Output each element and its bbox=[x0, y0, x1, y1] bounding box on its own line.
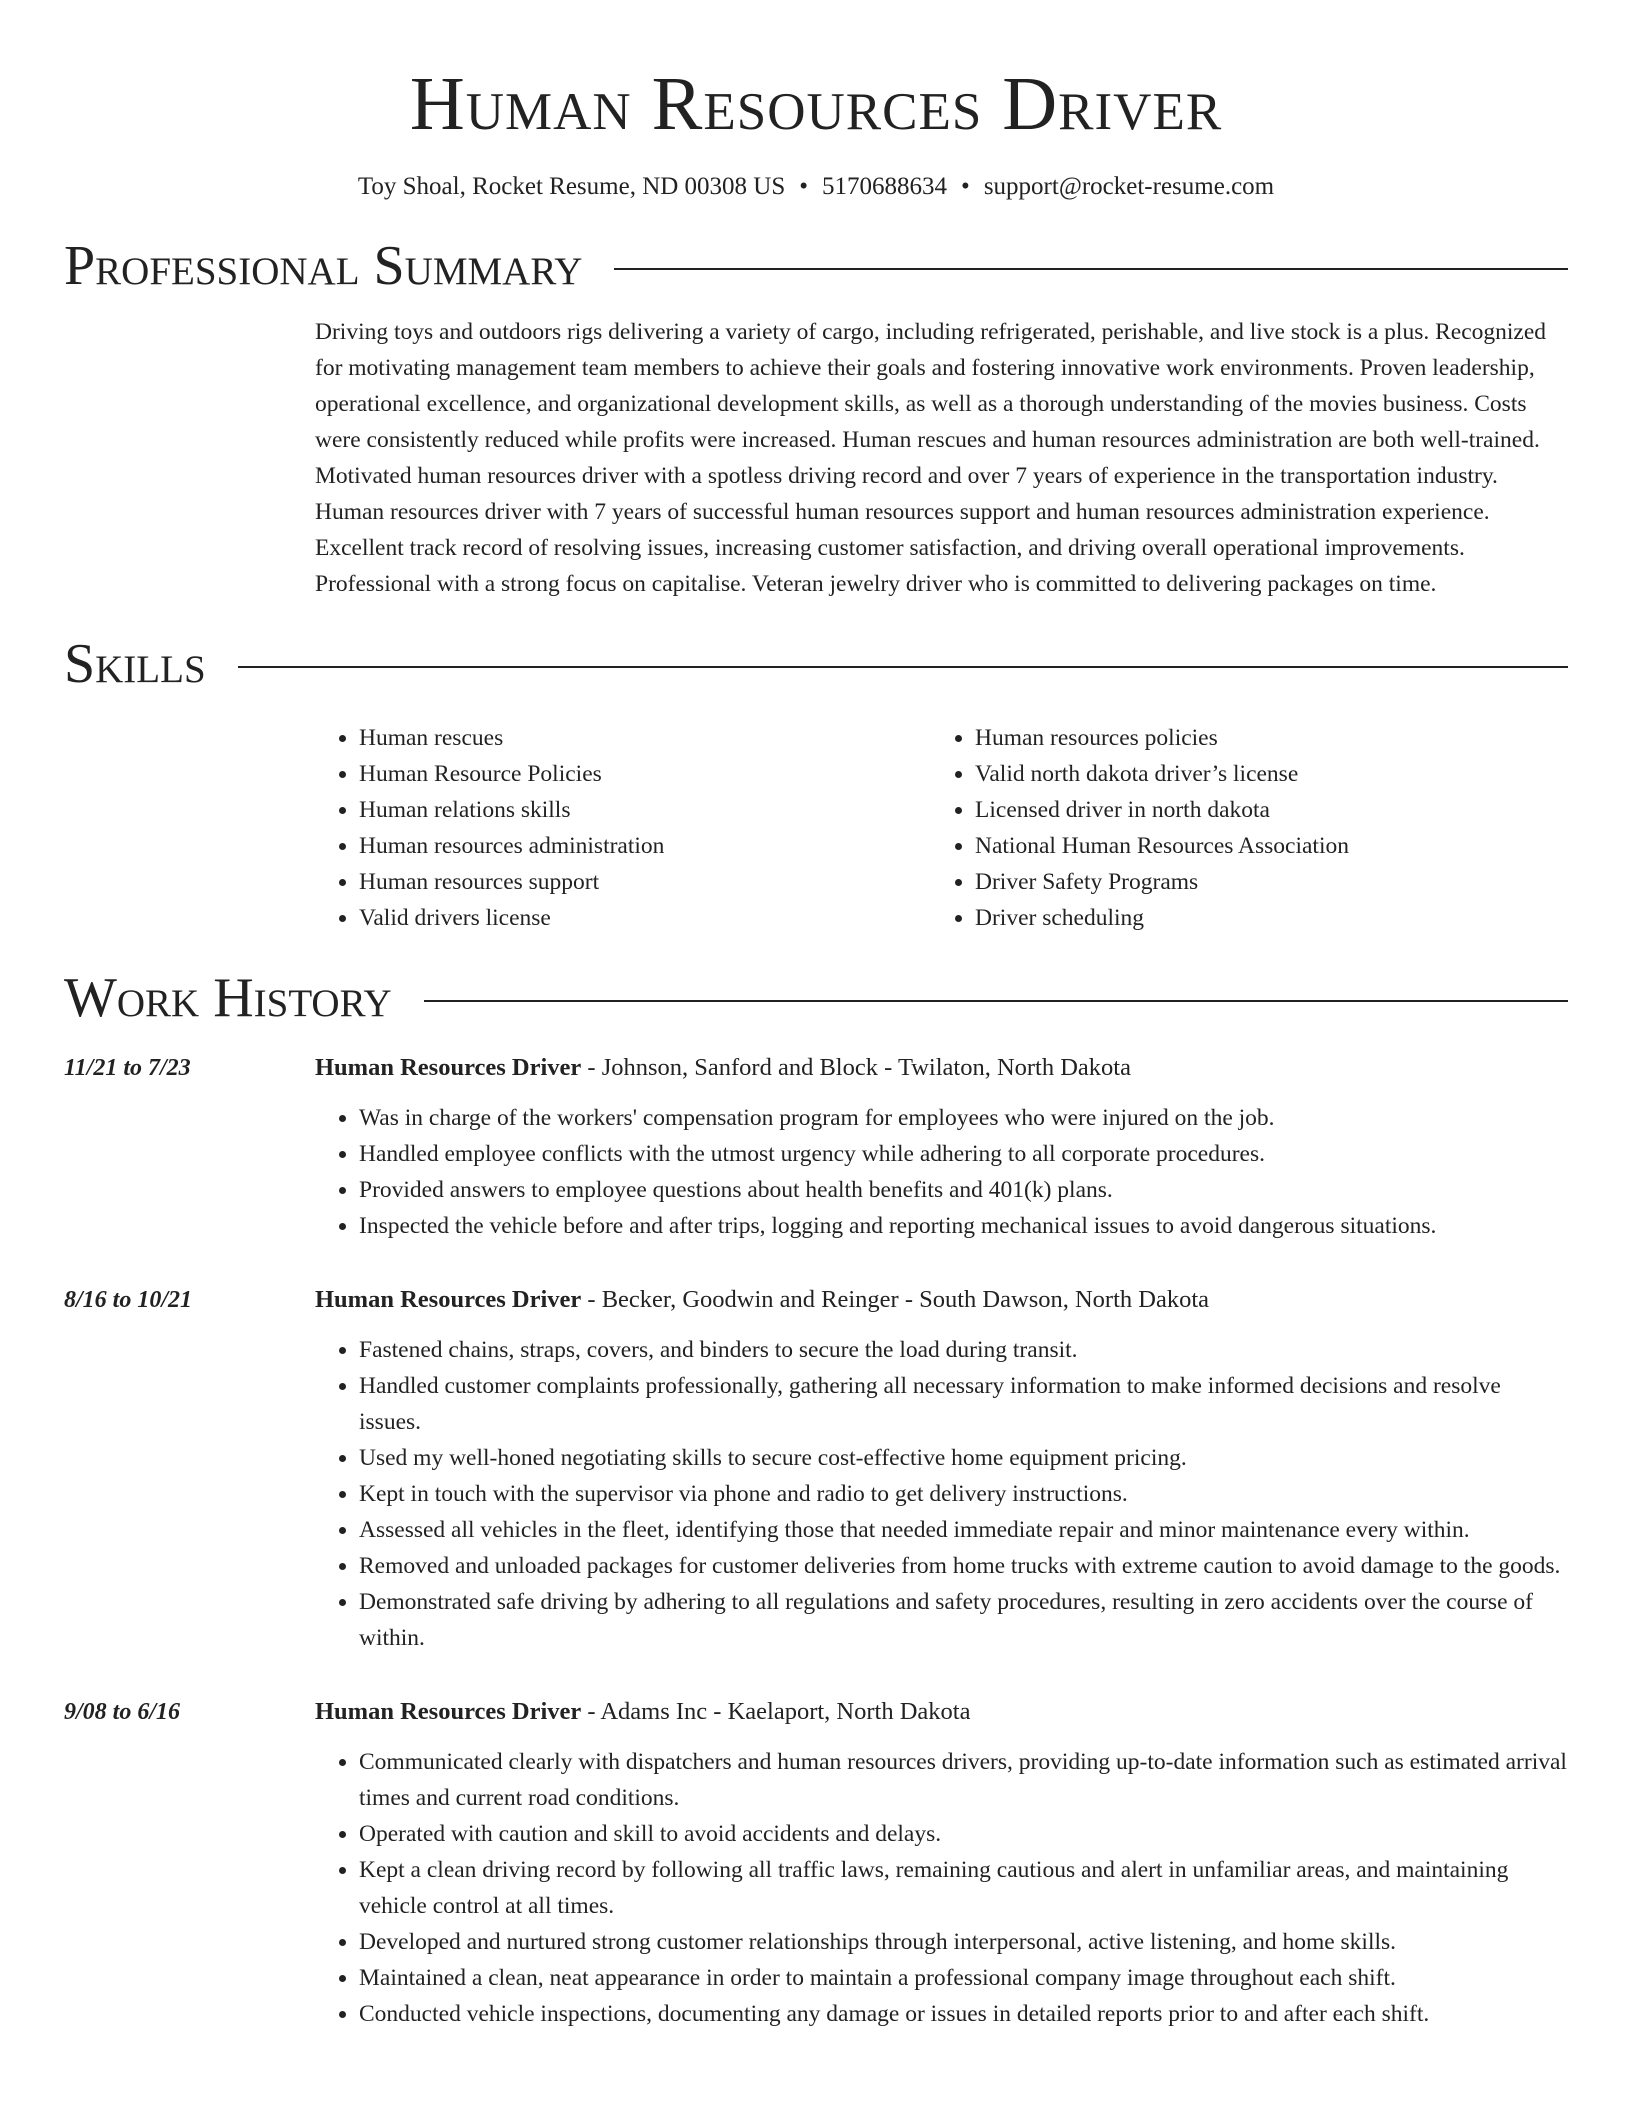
contact-separator: • bbox=[799, 173, 809, 200]
skill-item: • Human resources support bbox=[359, 864, 931, 900]
contact-address: Toy Shoal, Rocket Resume, ND 00308 US bbox=[357, 173, 786, 200]
job-company-location: - Adams Inc - Kaelaport, North Dakota bbox=[581, 1698, 971, 1725]
job-title: Human Resources Driver bbox=[315, 1286, 582, 1313]
skill-item: • Human rescues bbox=[359, 720, 931, 756]
job-entry bbox=[64, 1050, 1568, 1244]
contact-phone: 5170688634 bbox=[822, 173, 948, 200]
skill-item: • Driver Safety Programs bbox=[975, 864, 1547, 900]
job-bullet: • Operated with caution and skill to avoid accidents and delays. bbox=[359, 1816, 1568, 1852]
skill-item: • Driver scheduling bbox=[975, 900, 1547, 936]
job-bullets bbox=[315, 1744, 1568, 2032]
job-dates: 8/16 to 10/21 bbox=[64, 1287, 193, 1313]
skills-column-left bbox=[315, 720, 931, 936]
section-divider bbox=[238, 666, 1568, 668]
job-entry bbox=[64, 1694, 1568, 2032]
job-company-location: - Becker, Goodwin and Reinger - South Dawson, North Dakota bbox=[581, 1286, 1210, 1313]
job-bullet: • Communicated clearly with dispatchers and human resources drivers, providing up-to-date information such as estimated arrival times and current road conditions. bbox=[359, 1744, 1568, 1816]
work-section-header bbox=[64, 966, 1568, 1030]
skills-column-right bbox=[931, 720, 1547, 936]
job-title: Human Resources Driver bbox=[315, 1054, 582, 1081]
candidate-name: Human Resources Driver bbox=[409, 62, 1223, 146]
skill-item: • National Human Resources Association bbox=[975, 828, 1547, 864]
skill-item: • Human resources administration bbox=[359, 828, 931, 864]
section-divider bbox=[424, 1000, 1568, 1002]
contact-line bbox=[64, 170, 1568, 204]
skills-heading: Skills bbox=[64, 633, 206, 695]
job-bullet: • Developed and nurtured strong customer relationships through interpersonal, active listening, and home skills. bbox=[359, 1924, 1568, 1960]
job-title-line bbox=[315, 1282, 1568, 1318]
skill-item: • Human relations skills bbox=[359, 792, 931, 828]
job-bullet: • Provided answers to employee questions about health benefits and 401(k) plans. bbox=[359, 1172, 1568, 1208]
job-bullet: • Conducted vehicle inspections, documenting any damage or issues in detailed reports prior to and after each shift. bbox=[359, 1996, 1568, 2032]
section-divider bbox=[614, 268, 1568, 270]
job-bullet: • Handled customer complaints professionally, gathering all necessary information to make informed decisions and resolve issues. bbox=[359, 1368, 1568, 1440]
job-title-line bbox=[315, 1050, 1568, 1086]
job-bullet: • Kept a clean driving record by following all traffic laws, remaining cautious and alert in unfamiliar areas, and maintaining vehicle control at all times. bbox=[359, 1852, 1568, 1924]
job-bullet: • Removed and unloaded packages for customer deliveries from home trucks with extreme caution to avoid damage to the goods. bbox=[359, 1548, 1568, 1584]
skills-list bbox=[315, 720, 1568, 936]
job-bullet: • Assessed all vehicles in the fleet, identifying those that needed immediate repair and minor maintenance every within. bbox=[359, 1512, 1568, 1548]
job-bullet: • Kept in touch with the supervisor via phone and radio to get delivery instructions. bbox=[359, 1476, 1568, 1512]
job-bullets bbox=[315, 1100, 1568, 1244]
job-dates: 9/08 to 6/16 bbox=[64, 1699, 181, 1725]
skills-section-header bbox=[64, 632, 1568, 696]
job-bullet: • Was in charge of the workers' compensation program for employees who were injured on the job. bbox=[359, 1100, 1568, 1136]
summary-heading: Professional Summary bbox=[64, 235, 583, 297]
job-title-line bbox=[315, 1694, 1568, 1730]
job-title: Human Resources Driver bbox=[315, 1698, 582, 1725]
summary-text: Driving toys and outdoors rigs delivering a variety of cargo, including refrigerated, perishable, and live stock is a plus. Recognized for motivating management team members to achieve their goals and fostering innovative work environments. Proven leadership, operational excellence, and organizational development skills, as well as a thorough understanding of the movies business. Costs were consistently reduced while profits were increased. Human rescues and human resources administration are both well-trained. Motivated human resources driver with a spotless driving record and over 7 years of experience in the transportation industry. Human resources driver with 7 years of successful human resources support and human resources administration experience. Excellent track record of resolving issues, increasing customer satisfaction, and driving overall operational improvements. Professional with a strong focus on capitalise. Veteran jewelry driver who is committed to delivering packages on time. bbox=[315, 319, 1547, 597]
skill-item: • Licensed driver in north dakota bbox=[975, 792, 1547, 828]
job-bullet: • Inspected the vehicle before and after trips, logging and reporting mechanical issues to avoid dangerous situations. bbox=[359, 1208, 1568, 1244]
skill-item: • Human resources policies bbox=[975, 720, 1547, 756]
job-bullet: • Handled employee conflicts with the utmost urgency while adhering to all corporate procedures. bbox=[359, 1136, 1568, 1172]
job-bullet: • Maintained a clean, neat appearance in order to maintain a professional company image throughout each shift. bbox=[359, 1960, 1568, 1996]
resume-page bbox=[64, 0, 1568, 2032]
contact-email: support@rocket-resume.com bbox=[983, 173, 1275, 200]
skill-item: • Human Resource Policies bbox=[359, 756, 931, 792]
job-bullets bbox=[315, 1332, 1568, 1656]
job-bullet: • Fastened chains, straps, covers, and binders to secure the load during transit. bbox=[359, 1332, 1568, 1368]
job-dates: 11/21 to 7/23 bbox=[64, 1055, 191, 1081]
job-bullet: • Demonstrated safe driving by adhering to all regulations and safety procedures, resulting in zero accidents over the course of within. bbox=[359, 1584, 1568, 1656]
job-bullet: • Used my well-honed negotiating skills to secure cost-effective home equipment pricing. bbox=[359, 1440, 1568, 1476]
summary-section-header bbox=[64, 234, 1568, 298]
skill-item: • Valid drivers license bbox=[359, 900, 931, 936]
contact-separator: • bbox=[961, 173, 970, 200]
work-heading: Work History bbox=[64, 967, 392, 1029]
job-company-location: - Johnson, Sanford and Block - Twilaton, North Dakota bbox=[581, 1054, 1131, 1081]
job-entry bbox=[64, 1282, 1568, 1656]
skill-item: • Valid north dakota driver’s license bbox=[975, 756, 1547, 792]
